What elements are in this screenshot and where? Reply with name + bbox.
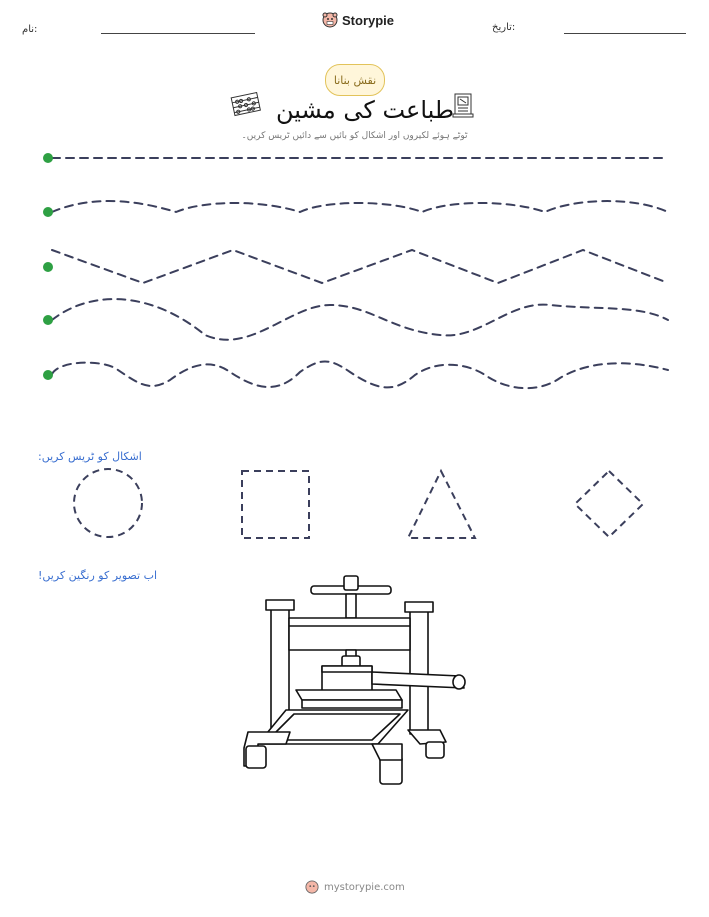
shapes-section-label: اشکال کو ٹریس کریں: [38, 450, 142, 463]
name-line[interactable] [101, 33, 255, 34]
start-dot [43, 315, 53, 325]
date-line[interactable] [564, 33, 686, 34]
coloring-section-label: اب تصویر کو رنگین کریں! [38, 569, 158, 582]
name-label: نام: [22, 24, 38, 35]
instructions: ٹوٹے ہوئے لکیروں اور اشکال کو بائیں سے دائیں ٹریس کریں۔ [241, 131, 468, 141]
start-dot [43, 207, 53, 217]
trace-line-wave [52, 201, 668, 212]
trace-shapes-area [0, 465, 709, 545]
printer-icon [452, 92, 474, 118]
trace-lines-area [0, 140, 709, 400]
start-dot [43, 262, 53, 272]
trace-diamond [575, 471, 643, 537]
trace-line-wave-2 [52, 299, 668, 340]
storypie-logo [322, 12, 394, 28]
trace-triangle [408, 471, 475, 538]
footer-site[interactable]: mystorypie.com [324, 881, 405, 893]
trace-line-zigzag [52, 250, 668, 283]
activity-badge: نقش بنانا [325, 64, 385, 96]
start-dot [43, 153, 53, 163]
storypie-mascot-icon [305, 880, 319, 894]
start-dot [43, 370, 53, 380]
date-label: تاریخ: [492, 22, 516, 33]
trace-circle [74, 469, 142, 537]
brand-name: Storypie [342, 12, 395, 28]
trace-line-curve [52, 362, 668, 389]
abacus-icon [230, 92, 262, 118]
storypie-mascot-icon [322, 12, 338, 28]
footer [305, 880, 405, 894]
printing-press-illustration[interactable] [235, 570, 475, 800]
page-title: طباعت کی مشین [276, 96, 455, 124]
trace-square [242, 471, 309, 538]
